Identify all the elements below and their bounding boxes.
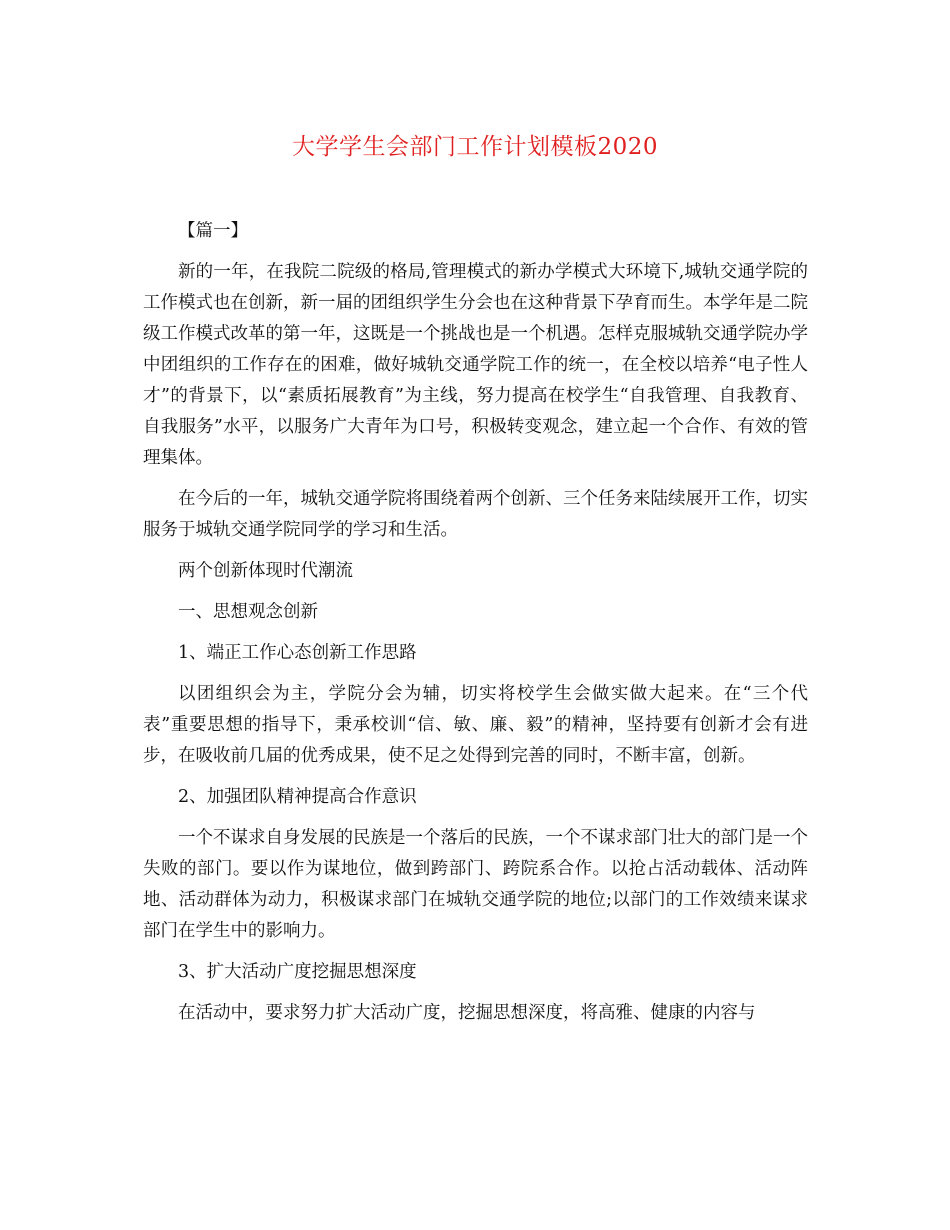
- heading-idea-innovation: 一、思想观念创新: [178, 602, 318, 622]
- heading-two-innovations: 两个创新体现时代潮流: [178, 561, 353, 581]
- heading-item-2: 2、加强团队精神提高合作意识: [178, 787, 417, 807]
- paragraph-item-3: 在活动中，要求努力扩大活动广度，挖掘思想深度，将高雅、健康的内容与: [178, 1003, 756, 1023]
- section-heading: 【篇一】: [178, 221, 248, 241]
- heading-item-3: 3、扩大活动广度挖掘思想深度: [178, 962, 417, 982]
- document-body: [143, 216, 808, 1029]
- paragraph-intro: 新的一年，在我院二院级的格局,管理模式的新办学模式大环境下,城轨交通学院的工作模式也在创新，新一届的团组织学生分会也在这种背景下孕育而生。本学年是二院级工作模式改革的第一年，这既是一个挑战也是一个机遇。怎样克服城轨交通学院办学中团组织的工作存在的困难，做好城轨交通学院工作的统一，在全校以培养“电子性人才”的背景下，以“素质拓展教育”为主线，努力提高在校学生“自我管理、自我教育、自我服务”水平，以服务广大青年为口号，积极转变观念，建立起一个合作、有效的管理集体。: [143, 262, 808, 468]
- paragraph-item-1: 以团组织会为主，学院分会为辅，切实将校学生会做实做大起来。在“三个代表”重要思想的指导下，秉承校训“信、敏、廉、毅”的精神，坚持要有创新才会有进步，在吸收前几届的优秀成果，使不足之处得到完善的同时，不断丰富，创新。: [143, 684, 808, 766]
- paragraph-plan: 在今后的一年，城轨交通学院将围绕着两个创新、三个任务来陆续展开工作，切实服务于城轨交通学院同学的学习和生活。: [143, 489, 808, 540]
- heading-item-1: 1、端正工作心态创新工作思路: [178, 643, 417, 663]
- document-title: 大学学生会部门工作计划模板2020: [291, 134, 659, 160]
- paragraph-item-2: 一个不谋求自身发展的民族是一个落后的民族，一个不谋求部门壮大的部门是一个失败的部门。要以作为谋地位，做到跨部门、跨院系合作。以抢占活动载体、活动阵地、活动群体为动力，积极谋求部门在城轨交通学院的地位;以部门的工作效绩来谋求部门在学生中的影响力。: [143, 828, 808, 941]
